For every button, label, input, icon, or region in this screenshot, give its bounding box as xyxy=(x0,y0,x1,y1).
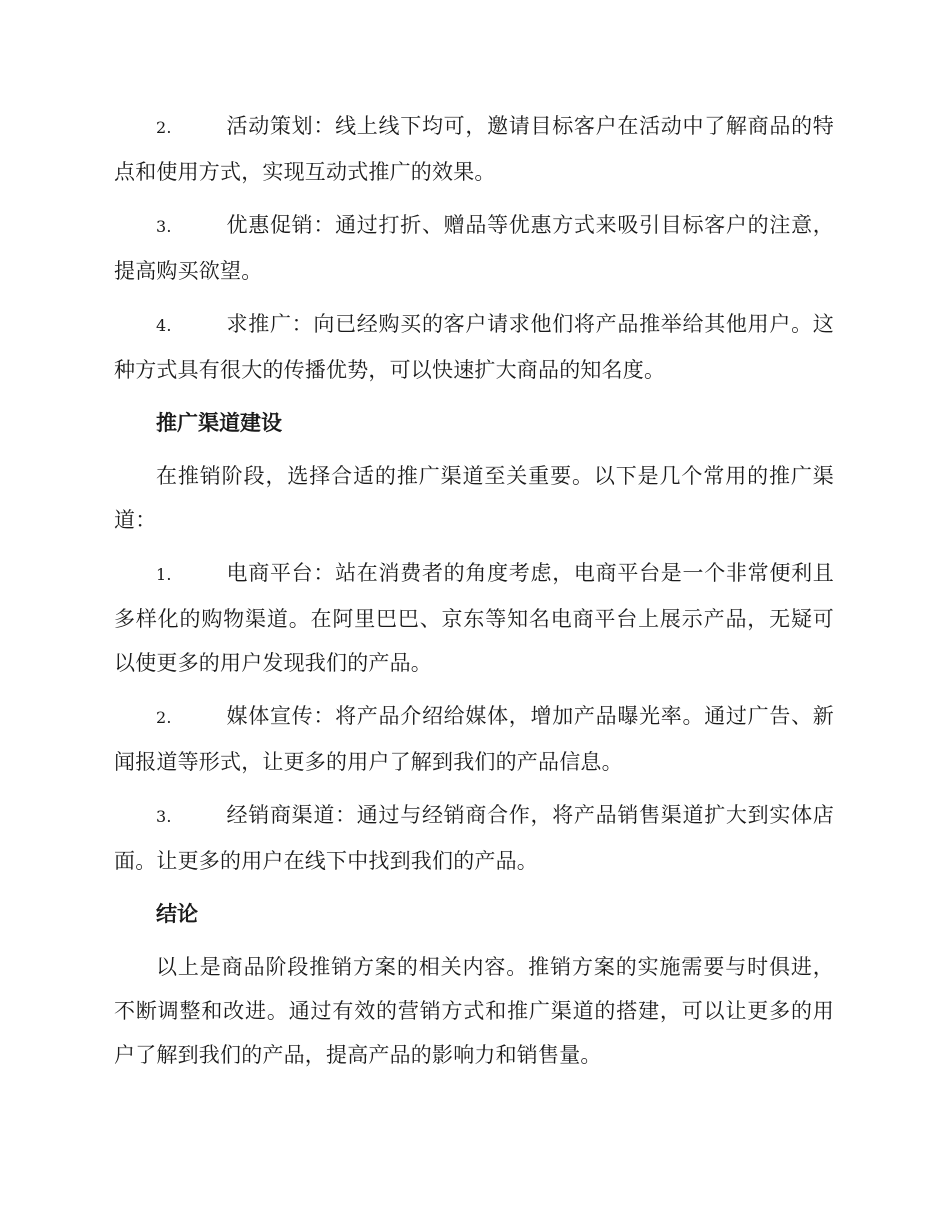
list-item-media xyxy=(114,694,834,784)
paragraph-channels-intro: 在推销阶段，选择合适的推广渠道至关重要。以下是几个常用的推广渠道： xyxy=(114,464,834,532)
list-item-activity-planning xyxy=(114,104,834,194)
list-item-referral xyxy=(114,302,834,392)
list-item-text: 媒体宣传：将产品介绍给媒体，增加产品曝光率。通过广告、新闻报道等形式，让更多的用户了解到我们的产品信息。 xyxy=(114,704,834,774)
list-item-text: 活动策划：线上线下均可，邀请目标客户在活动中了解商品的特点和使用方式，实现互动式推广的效果。 xyxy=(114,114,834,184)
list-number: 1. xyxy=(156,565,172,584)
section-heading-conclusion: 结论 xyxy=(156,902,198,926)
section-heading-channels: 推广渠道建设 xyxy=(156,411,282,435)
list-item-text: 电商平台：站在消费者的角度考虑，电商平台是一个非常便利且多样化的购物渠道。在阿里巴巴、京东等知名电商平台上展示产品，无疑可以使更多的用户发现我们的产品。 xyxy=(114,561,834,675)
list-item-ecommerce xyxy=(114,551,834,685)
list-item-text: 优惠促销：通过打折、赠品等优惠方式来吸引目标客户的注意，提高购买欲望。 xyxy=(114,213,834,283)
paragraph-conclusion: 以上是商品阶段推销方案的相关内容。推销方案的实施需要与时俱进，不断调整和改进。通过有效的营销方式和推广渠道的搭建，可以让更多的用户了解到我们的产品，提高产品的影响力和销售量。 xyxy=(114,955,834,1067)
list-item-text: 求推广：向已经购买的客户请求他们将产品推举给其他用户。这种方式具有很大的传播优势，可以快速扩大商品的知名度。 xyxy=(114,312,834,382)
list-item-discount-promotion xyxy=(114,203,834,293)
list-number: 4. xyxy=(156,316,172,335)
list-item-distributor xyxy=(114,793,834,883)
list-number: 2. xyxy=(156,118,172,137)
document-body xyxy=(114,104,834,1086)
list-number: 3. xyxy=(156,217,172,236)
list-item-text: 经销商渠道：通过与经销商合作，将产品销售渠道扩大到实体店面。让更多的用户在线下中找到我们的产品。 xyxy=(114,803,834,873)
list-number: 2. xyxy=(156,708,172,727)
list-number: 3. xyxy=(156,807,172,826)
